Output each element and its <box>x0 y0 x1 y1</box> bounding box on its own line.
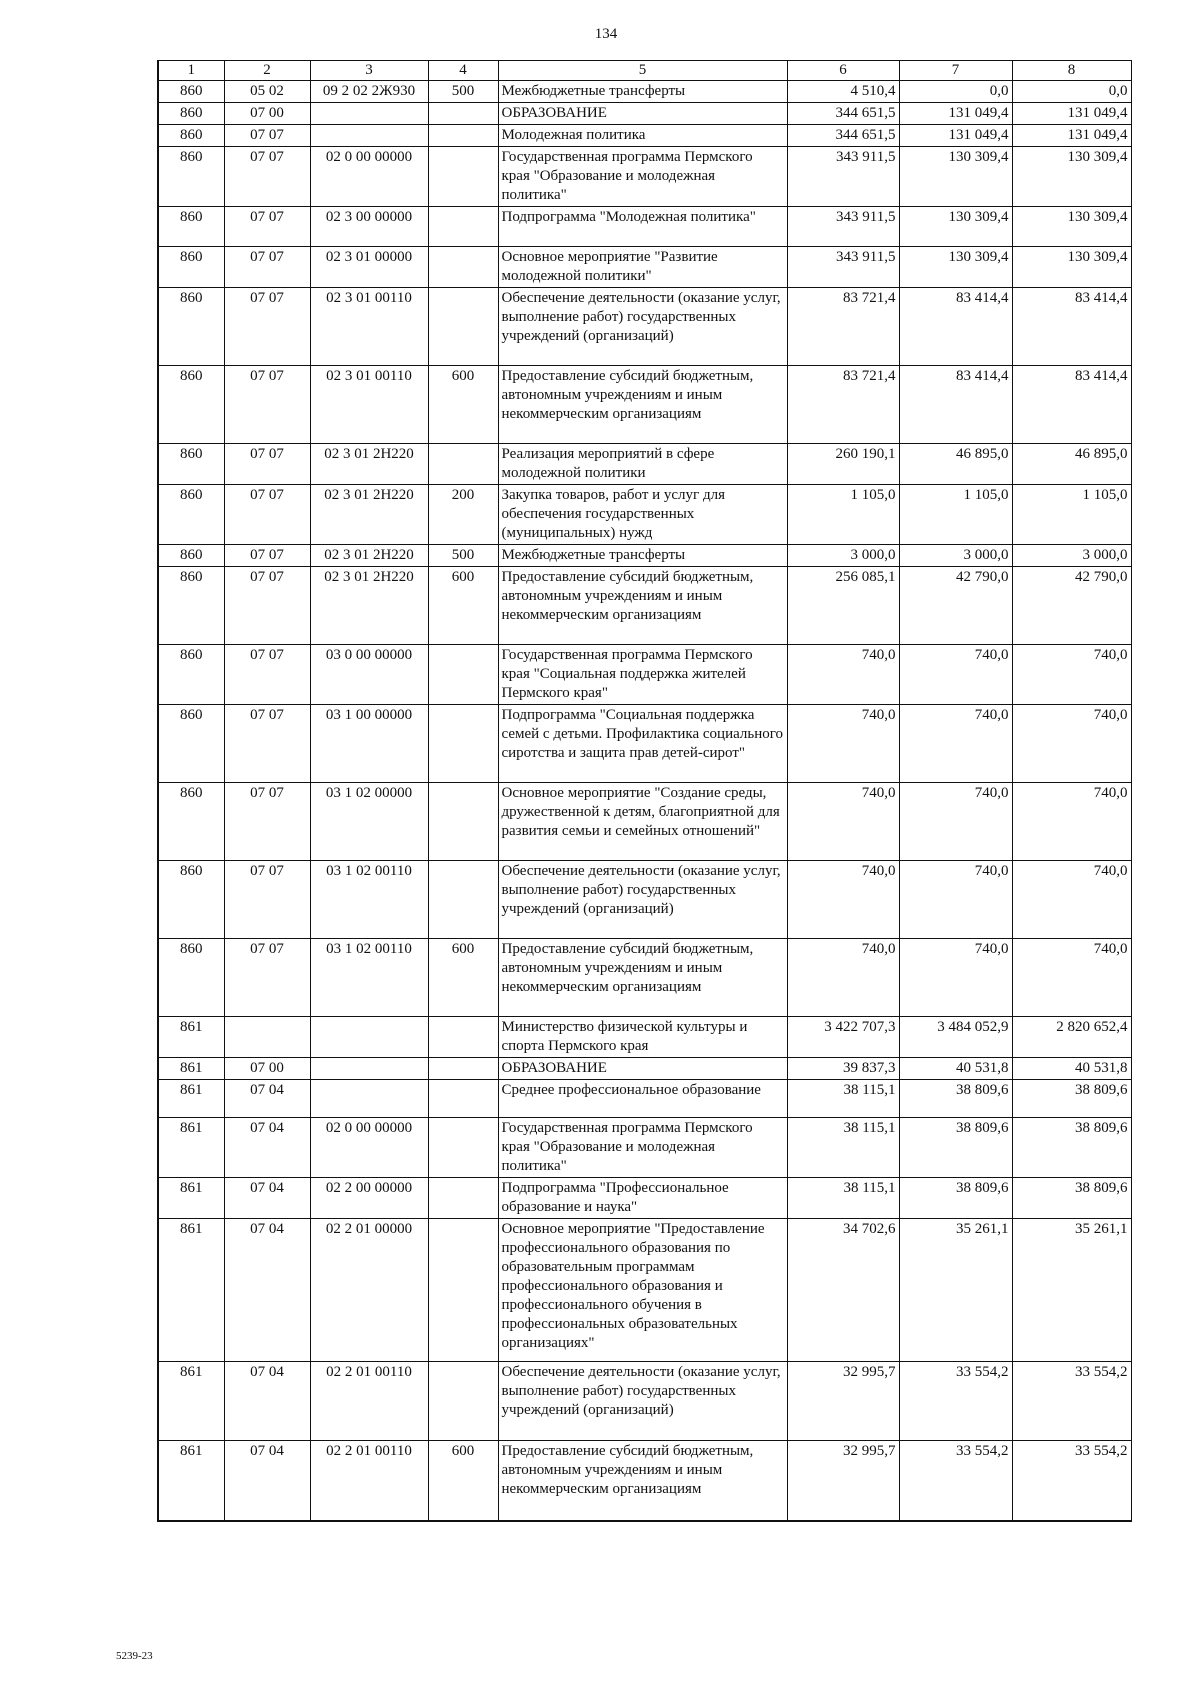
cell-ministry-code: 860 <box>158 567 224 645</box>
cell-description: Предоставление субсидий бюджетным, автономным учреждениям и иным некоммерческим организациям <box>498 567 787 645</box>
cell-expense-type: 500 <box>428 81 498 103</box>
cell-amount-col6: 1 105,0 <box>787 485 899 545</box>
cell-ministry-code: 860 <box>158 147 224 207</box>
cell-ministry-code: 860 <box>158 645 224 705</box>
table-row <box>158 1118 1131 1178</box>
cell-amount-col7: 740,0 <box>899 783 1012 861</box>
cell-amount-col6: 83 721,4 <box>787 288 899 366</box>
cell-expense-type <box>428 1118 498 1178</box>
cell-amount-col6: 3 000,0 <box>787 545 899 567</box>
cell-amount-col7: 131 049,4 <box>899 125 1012 147</box>
cell-amount-col6: 83 721,4 <box>787 366 899 444</box>
table-row <box>158 1080 1131 1118</box>
cell-expense-type <box>428 1219 498 1362</box>
table-row <box>158 545 1131 567</box>
cell-description: Межбюджетные трансферты <box>498 545 787 567</box>
cell-amount-col7: 33 554,2 <box>899 1441 1012 1521</box>
cell-amount-col6: 32 995,7 <box>787 1441 899 1521</box>
cell-amount-col6: 38 115,1 <box>787 1118 899 1178</box>
cell-amount-col8: 38 809,6 <box>1012 1080 1131 1118</box>
cell-amount-col8: 130 309,4 <box>1012 207 1131 247</box>
cell-amount-col7: 38 809,6 <box>899 1080 1012 1118</box>
cell-section-code: 07 07 <box>224 444 310 485</box>
header-col-2: 2 <box>224 61 310 81</box>
cell-description: Обеспечение деятельности (оказание услуг, выполнение работ) государственных учреждений (организаций) <box>498 1362 787 1441</box>
budget-table <box>157 60 1132 1522</box>
cell-amount-col7: 38 809,6 <box>899 1118 1012 1178</box>
table-row <box>158 103 1131 125</box>
cell-section-code <box>224 1017 310 1058</box>
cell-section-code: 07 04 <box>224 1080 310 1118</box>
table-row <box>158 783 1131 861</box>
cell-amount-col7: 3 000,0 <box>899 545 1012 567</box>
cell-ministry-code: 861 <box>158 1441 224 1521</box>
cell-target-article: 03 1 02 00000 <box>310 783 428 861</box>
cell-target-article <box>310 1080 428 1118</box>
cell-target-article: 03 1 02 00110 <box>310 939 428 1017</box>
cell-amount-col6: 344 651,5 <box>787 125 899 147</box>
cell-amount-col6: 740,0 <box>787 783 899 861</box>
cell-description: Предоставление субсидий бюджетным, автономным учреждениям и иным некоммерческим организациям <box>498 939 787 1017</box>
cell-expense-type <box>428 861 498 939</box>
cell-amount-col8: 131 049,4 <box>1012 125 1131 147</box>
cell-expense-type: 200 <box>428 485 498 545</box>
cell-target-article: 02 3 01 00110 <box>310 366 428 444</box>
table-row <box>158 1441 1131 1521</box>
cell-amount-col6: 34 702,6 <box>787 1219 899 1362</box>
cell-ministry-code: 860 <box>158 366 224 444</box>
table-row <box>158 444 1131 485</box>
table-row <box>158 1178 1131 1219</box>
cell-amount-col8: 38 809,6 <box>1012 1118 1131 1178</box>
cell-target-article: 09 2 02 2Ж930 <box>310 81 428 103</box>
cell-amount-col8: 0,0 <box>1012 81 1131 103</box>
cell-target-article: 03 1 00 00000 <box>310 705 428 783</box>
cell-ministry-code: 860 <box>158 103 224 125</box>
cell-ministry-code: 860 <box>158 939 224 1017</box>
cell-target-article: 02 3 01 2Н220 <box>310 444 428 485</box>
cell-target-article: 03 0 00 00000 <box>310 645 428 705</box>
cell-target-article: 02 2 01 00110 <box>310 1441 428 1521</box>
cell-description: Обеспечение деятельности (оказание услуг, выполнение работ) государственных учреждений (организаций) <box>498 861 787 939</box>
cell-expense-type <box>428 247 498 288</box>
cell-expense-type: 600 <box>428 1441 498 1521</box>
cell-ministry-code: 860 <box>158 81 224 103</box>
cell-amount-col8: 33 554,2 <box>1012 1362 1131 1441</box>
cell-amount-col7: 35 261,1 <box>899 1219 1012 1362</box>
cell-amount-col8: 130 309,4 <box>1012 247 1131 288</box>
cell-ministry-code: 861 <box>158 1017 224 1058</box>
table-row <box>158 485 1131 545</box>
cell-description: Подпрограмма "Молодежная политика" <box>498 207 787 247</box>
cell-amount-col6: 256 085,1 <box>787 567 899 645</box>
cell-amount-col8: 46 895,0 <box>1012 444 1131 485</box>
table-row <box>158 1058 1131 1080</box>
cell-expense-type <box>428 1080 498 1118</box>
cell-amount-col6: 32 995,7 <box>787 1362 899 1441</box>
cell-amount-col7: 0,0 <box>899 81 1012 103</box>
cell-target-article <box>310 1058 428 1080</box>
cell-expense-type <box>428 444 498 485</box>
cell-ministry-code: 860 <box>158 783 224 861</box>
cell-target-article: 02 3 01 2Н220 <box>310 567 428 645</box>
cell-amount-col8: 740,0 <box>1012 939 1131 1017</box>
table-row <box>158 125 1131 147</box>
cell-section-code: 07 07 <box>224 125 310 147</box>
cell-amount-col8: 40 531,8 <box>1012 1058 1131 1080</box>
cell-ministry-code: 860 <box>158 705 224 783</box>
cell-amount-col6: 4 510,4 <box>787 81 899 103</box>
cell-description: Государственная программа Пермского края "Образование и молодежная политика" <box>498 1118 787 1178</box>
cell-target-article: 02 0 00 00000 <box>310 1118 428 1178</box>
cell-ministry-code: 860 <box>158 861 224 939</box>
cell-expense-type <box>428 783 498 861</box>
cell-amount-col8: 38 809,6 <box>1012 1178 1131 1219</box>
table-row <box>158 247 1131 288</box>
cell-description: Государственная программа Пермского края "Образование и молодежная политика" <box>498 147 787 207</box>
cell-amount-col6: 740,0 <box>787 645 899 705</box>
cell-description: Основное мероприятие "Развитие молодежной политики" <box>498 247 787 288</box>
cell-amount-col8: 3 000,0 <box>1012 545 1131 567</box>
header-row <box>158 61 1131 81</box>
cell-ministry-code: 860 <box>158 485 224 545</box>
cell-amount-col6: 343 911,5 <box>787 147 899 207</box>
cell-amount-col8: 33 554,2 <box>1012 1441 1131 1521</box>
cell-amount-col7: 83 414,4 <box>899 366 1012 444</box>
cell-amount-col7: 42 790,0 <box>899 567 1012 645</box>
cell-description: Молодежная политика <box>498 125 787 147</box>
table-row <box>158 861 1131 939</box>
cell-amount-col8: 740,0 <box>1012 705 1131 783</box>
table-row <box>158 207 1131 247</box>
cell-expense-type <box>428 1362 498 1441</box>
cell-target-article: 02 0 00 00000 <box>310 147 428 207</box>
cell-amount-col7: 740,0 <box>899 939 1012 1017</box>
cell-section-code: 07 07 <box>224 567 310 645</box>
cell-section-code: 07 07 <box>224 545 310 567</box>
cell-section-code: 07 07 <box>224 207 310 247</box>
table-row <box>158 1219 1131 1362</box>
cell-section-code: 07 04 <box>224 1219 310 1362</box>
table-row <box>158 81 1131 103</box>
cell-section-code: 07 00 <box>224 1058 310 1080</box>
cell-description: Основное мероприятие "Создание среды, дружественной к детям, благоприятной для развития семьи и семейных отношений" <box>498 783 787 861</box>
cell-section-code: 07 04 <box>224 1178 310 1219</box>
cell-amount-col8: 130 309,4 <box>1012 147 1131 207</box>
cell-description: Закупка товаров, работ и услуг для обеспечения государственных (муниципальных) нужд <box>498 485 787 545</box>
table-body <box>158 81 1131 1521</box>
cell-section-code: 07 07 <box>224 247 310 288</box>
cell-expense-type <box>428 207 498 247</box>
cell-description: Государственная программа Пермского края "Социальная поддержка жителей Пермского края" <box>498 645 787 705</box>
cell-section-code: 07 04 <box>224 1441 310 1521</box>
cell-section-code: 07 07 <box>224 485 310 545</box>
table-row <box>158 1362 1131 1441</box>
cell-amount-col7: 740,0 <box>899 861 1012 939</box>
cell-amount-col7: 740,0 <box>899 645 1012 705</box>
cell-ministry-code: 861 <box>158 1058 224 1080</box>
cell-amount-col7: 83 414,4 <box>899 288 1012 366</box>
table-row <box>158 288 1131 366</box>
cell-amount-col6: 38 115,1 <box>787 1080 899 1118</box>
cell-amount-col7: 130 309,4 <box>899 207 1012 247</box>
cell-expense-type <box>428 1017 498 1058</box>
cell-ministry-code: 861 <box>158 1080 224 1118</box>
cell-amount-col8: 83 414,4 <box>1012 288 1131 366</box>
table-row <box>158 939 1131 1017</box>
cell-amount-col6: 39 837,3 <box>787 1058 899 1080</box>
cell-amount-col8: 740,0 <box>1012 861 1131 939</box>
cell-section-code: 07 07 <box>224 645 310 705</box>
cell-amount-col6: 343 911,5 <box>787 207 899 247</box>
cell-amount-col8: 83 414,4 <box>1012 366 1131 444</box>
cell-ministry-code: 861 <box>158 1362 224 1441</box>
cell-description: Среднее профессиональное образование <box>498 1080 787 1118</box>
cell-expense-type <box>428 645 498 705</box>
cell-expense-type <box>428 1178 498 1219</box>
table-row <box>158 567 1131 645</box>
cell-target-article <box>310 125 428 147</box>
cell-target-article: 02 3 01 2Н220 <box>310 485 428 545</box>
cell-expense-type <box>428 147 498 207</box>
cell-description: Предоставление субсидий бюджетным, автономным учреждениям и иным некоммерческим организациям <box>498 1441 787 1521</box>
cell-description: Межбюджетные трансферты <box>498 81 787 103</box>
cell-amount-col8: 131 049,4 <box>1012 103 1131 125</box>
cell-amount-col6: 38 115,1 <box>787 1178 899 1219</box>
cell-description: ОБРАЗОВАНИЕ <box>498 103 787 125</box>
cell-expense-type <box>428 288 498 366</box>
cell-amount-col7: 130 309,4 <box>899 147 1012 207</box>
cell-expense-type <box>428 705 498 783</box>
cell-ministry-code: 861 <box>158 1178 224 1219</box>
cell-amount-col7: 131 049,4 <box>899 103 1012 125</box>
cell-expense-type: 600 <box>428 939 498 1017</box>
cell-description: Обеспечение деятельности (оказание услуг, выполнение работ) государственных учреждений (организаций) <box>498 288 787 366</box>
cell-section-code: 07 04 <box>224 1118 310 1178</box>
cell-section-code: 07 07 <box>224 783 310 861</box>
header-col-5: 5 <box>498 61 787 81</box>
cell-expense-type: 600 <box>428 567 498 645</box>
cell-amount-col6: 740,0 <box>787 939 899 1017</box>
cell-amount-col8: 740,0 <box>1012 783 1131 861</box>
cell-target-article: 03 1 02 00110 <box>310 861 428 939</box>
cell-expense-type <box>428 103 498 125</box>
cell-amount-col7: 33 554,2 <box>899 1362 1012 1441</box>
cell-description: ОБРАЗОВАНИЕ <box>498 1058 787 1080</box>
cell-amount-col7: 46 895,0 <box>899 444 1012 485</box>
cell-amount-col8: 42 790,0 <box>1012 567 1131 645</box>
cell-ministry-code: 860 <box>158 207 224 247</box>
cell-target-article <box>310 103 428 125</box>
cell-description: Подпрограмма "Профессиональное образование и наука" <box>498 1178 787 1219</box>
cell-section-code: 05 02 <box>224 81 310 103</box>
cell-amount-col8: 35 261,1 <box>1012 1219 1131 1362</box>
cell-amount-col7: 130 309,4 <box>899 247 1012 288</box>
cell-ministry-code: 861 <box>158 1219 224 1362</box>
cell-amount-col8: 1 105,0 <box>1012 485 1131 545</box>
header-col-8: 8 <box>1012 61 1131 81</box>
cell-amount-col6: 343 911,5 <box>787 247 899 288</box>
cell-ministry-code: 861 <box>158 1118 224 1178</box>
cell-amount-col6: 260 190,1 <box>787 444 899 485</box>
header-col-3: 3 <box>310 61 428 81</box>
cell-section-code: 07 07 <box>224 939 310 1017</box>
cell-amount-col7: 1 105,0 <box>899 485 1012 545</box>
cell-description: Основное мероприятие "Предоставление профессионального образования по образовательным программам профессионального образования и профессионального обучения в профессиональных образовательных организациях" <box>498 1219 787 1362</box>
cell-ministry-code: 860 <box>158 247 224 288</box>
cell-target-article: 02 3 01 00000 <box>310 247 428 288</box>
cell-ministry-code: 860 <box>158 288 224 366</box>
cell-target-article: 02 2 00 00000 <box>310 1178 428 1219</box>
cell-section-code: 07 07 <box>224 147 310 207</box>
header-col-1: 1 <box>158 61 224 81</box>
cell-amount-col7: 740,0 <box>899 705 1012 783</box>
document-code: 5239-23 <box>116 1650 153 1662</box>
cell-expense-type: 500 <box>428 545 498 567</box>
cell-expense-type <box>428 1058 498 1080</box>
table-row <box>158 1017 1131 1058</box>
page-number: 134 <box>594 26 618 42</box>
cell-amount-col8: 740,0 <box>1012 645 1131 705</box>
cell-section-code: 07 07 <box>224 366 310 444</box>
cell-amount-col7: 3 484 052,9 <box>899 1017 1012 1058</box>
cell-section-code: 07 07 <box>224 861 310 939</box>
cell-expense-type <box>428 125 498 147</box>
cell-target-article: 02 3 01 2Н220 <box>310 545 428 567</box>
cell-description: Подпрограмма "Социальная поддержка семей с детьми. Профилактика социального сиротства и защита прав детей-сирот" <box>498 705 787 783</box>
table-row <box>158 645 1131 705</box>
cell-description: Предоставление субсидий бюджетным, автономным учреждениям и иным некоммерческим организациям <box>498 366 787 444</box>
cell-amount-col6: 740,0 <box>787 861 899 939</box>
header-col-7: 7 <box>899 61 1012 81</box>
cell-target-article: 02 2 01 00000 <box>310 1219 428 1362</box>
cell-target-article: 02 3 00 00000 <box>310 207 428 247</box>
cell-section-code: 07 04 <box>224 1362 310 1441</box>
cell-amount-col7: 40 531,8 <box>899 1058 1012 1080</box>
cell-description: Реализация мероприятий в сфере молодежной политики <box>498 444 787 485</box>
cell-target-article: 02 2 01 00110 <box>310 1362 428 1441</box>
table-row <box>158 147 1131 207</box>
cell-ministry-code: 860 <box>158 125 224 147</box>
table-row <box>158 366 1131 444</box>
cell-description: Министерство физической культуры и спорта Пермского края <box>498 1017 787 1058</box>
header-col-4: 4 <box>428 61 498 81</box>
table-row <box>158 705 1131 783</box>
cell-amount-col7: 38 809,6 <box>899 1178 1012 1219</box>
cell-amount-col6: 344 651,5 <box>787 103 899 125</box>
cell-target-article: 02 3 01 00110 <box>310 288 428 366</box>
cell-ministry-code: 860 <box>158 444 224 485</box>
cell-expense-type: 600 <box>428 366 498 444</box>
cell-amount-col8: 2 820 652,4 <box>1012 1017 1131 1058</box>
cell-section-code: 07 00 <box>224 103 310 125</box>
cell-amount-col6: 3 422 707,3 <box>787 1017 899 1058</box>
cell-target-article <box>310 1017 428 1058</box>
header-col-6: 6 <box>787 61 899 81</box>
cell-section-code: 07 07 <box>224 288 310 366</box>
cell-ministry-code: 860 <box>158 545 224 567</box>
cell-section-code: 07 07 <box>224 705 310 783</box>
cell-amount-col6: 740,0 <box>787 705 899 783</box>
